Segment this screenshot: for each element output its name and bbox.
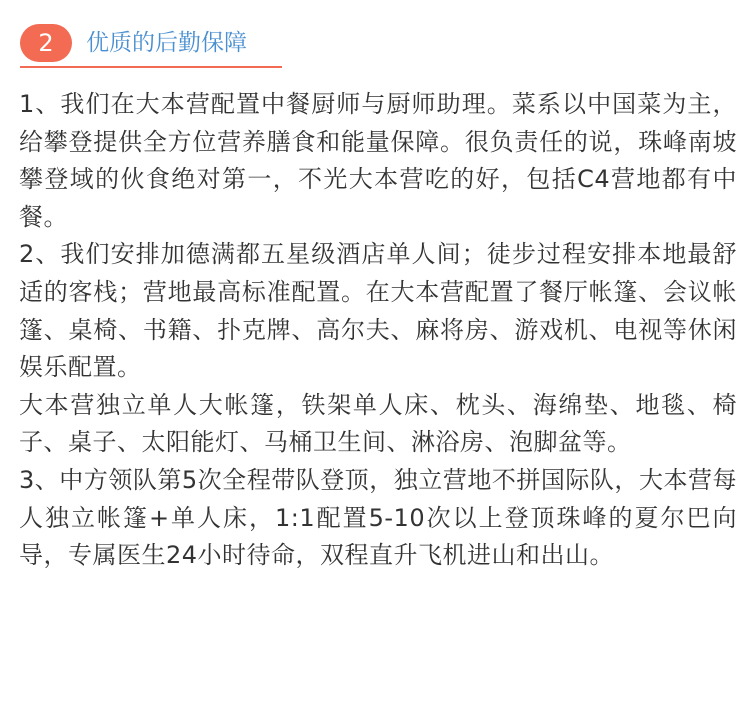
paragraph-base-camp-tent: 大本营独立单人大帐篷，铁架单人床、枕头、海绵垫、地毯、椅子、桌子、太阳能灯、马桶卫生间、淋浴房、泡脚盆等。 xyxy=(19,390,737,457)
section-number-badge: 2 xyxy=(20,24,72,62)
header-underline xyxy=(20,66,282,68)
paragraph-catering: 1、我们在大本营配置中餐厨师与厨师助理。菜系以中国菜为主，给攀登提供全方位营养膳食和能量保障。很负责任的说，珠峰南坡攀登域的伙食绝对第一，不光大本营吃的好，包括C4营地都有中餐。 xyxy=(19,90,737,231)
paragraph-team-service: 3、中方领队第5次全程带队登顶，独立营地不拼国际队，大本营每人独立帐篷+单人床，1:1配置5-10次以上登顶珠峰的夏尔巴向导，专属医生24小时待命，双程直升飞机进山和出山。 xyxy=(19,465,737,570)
section-title: 优质的后勤保障 xyxy=(86,30,247,56)
paragraph-accommodation: 2、我们安排加德满都五星级酒店单人间；徒步过程安排本地最舒适的客栈；营地最高标准配置。在大本营配置了餐厅帐篷、会议帐篷、桌椅、书籍、扑克牌、高尔夫、麻将房、游戏机、电视等休闲娱乐配置。 xyxy=(19,240,737,382)
article-body xyxy=(19,86,737,575)
section-header xyxy=(20,18,282,68)
